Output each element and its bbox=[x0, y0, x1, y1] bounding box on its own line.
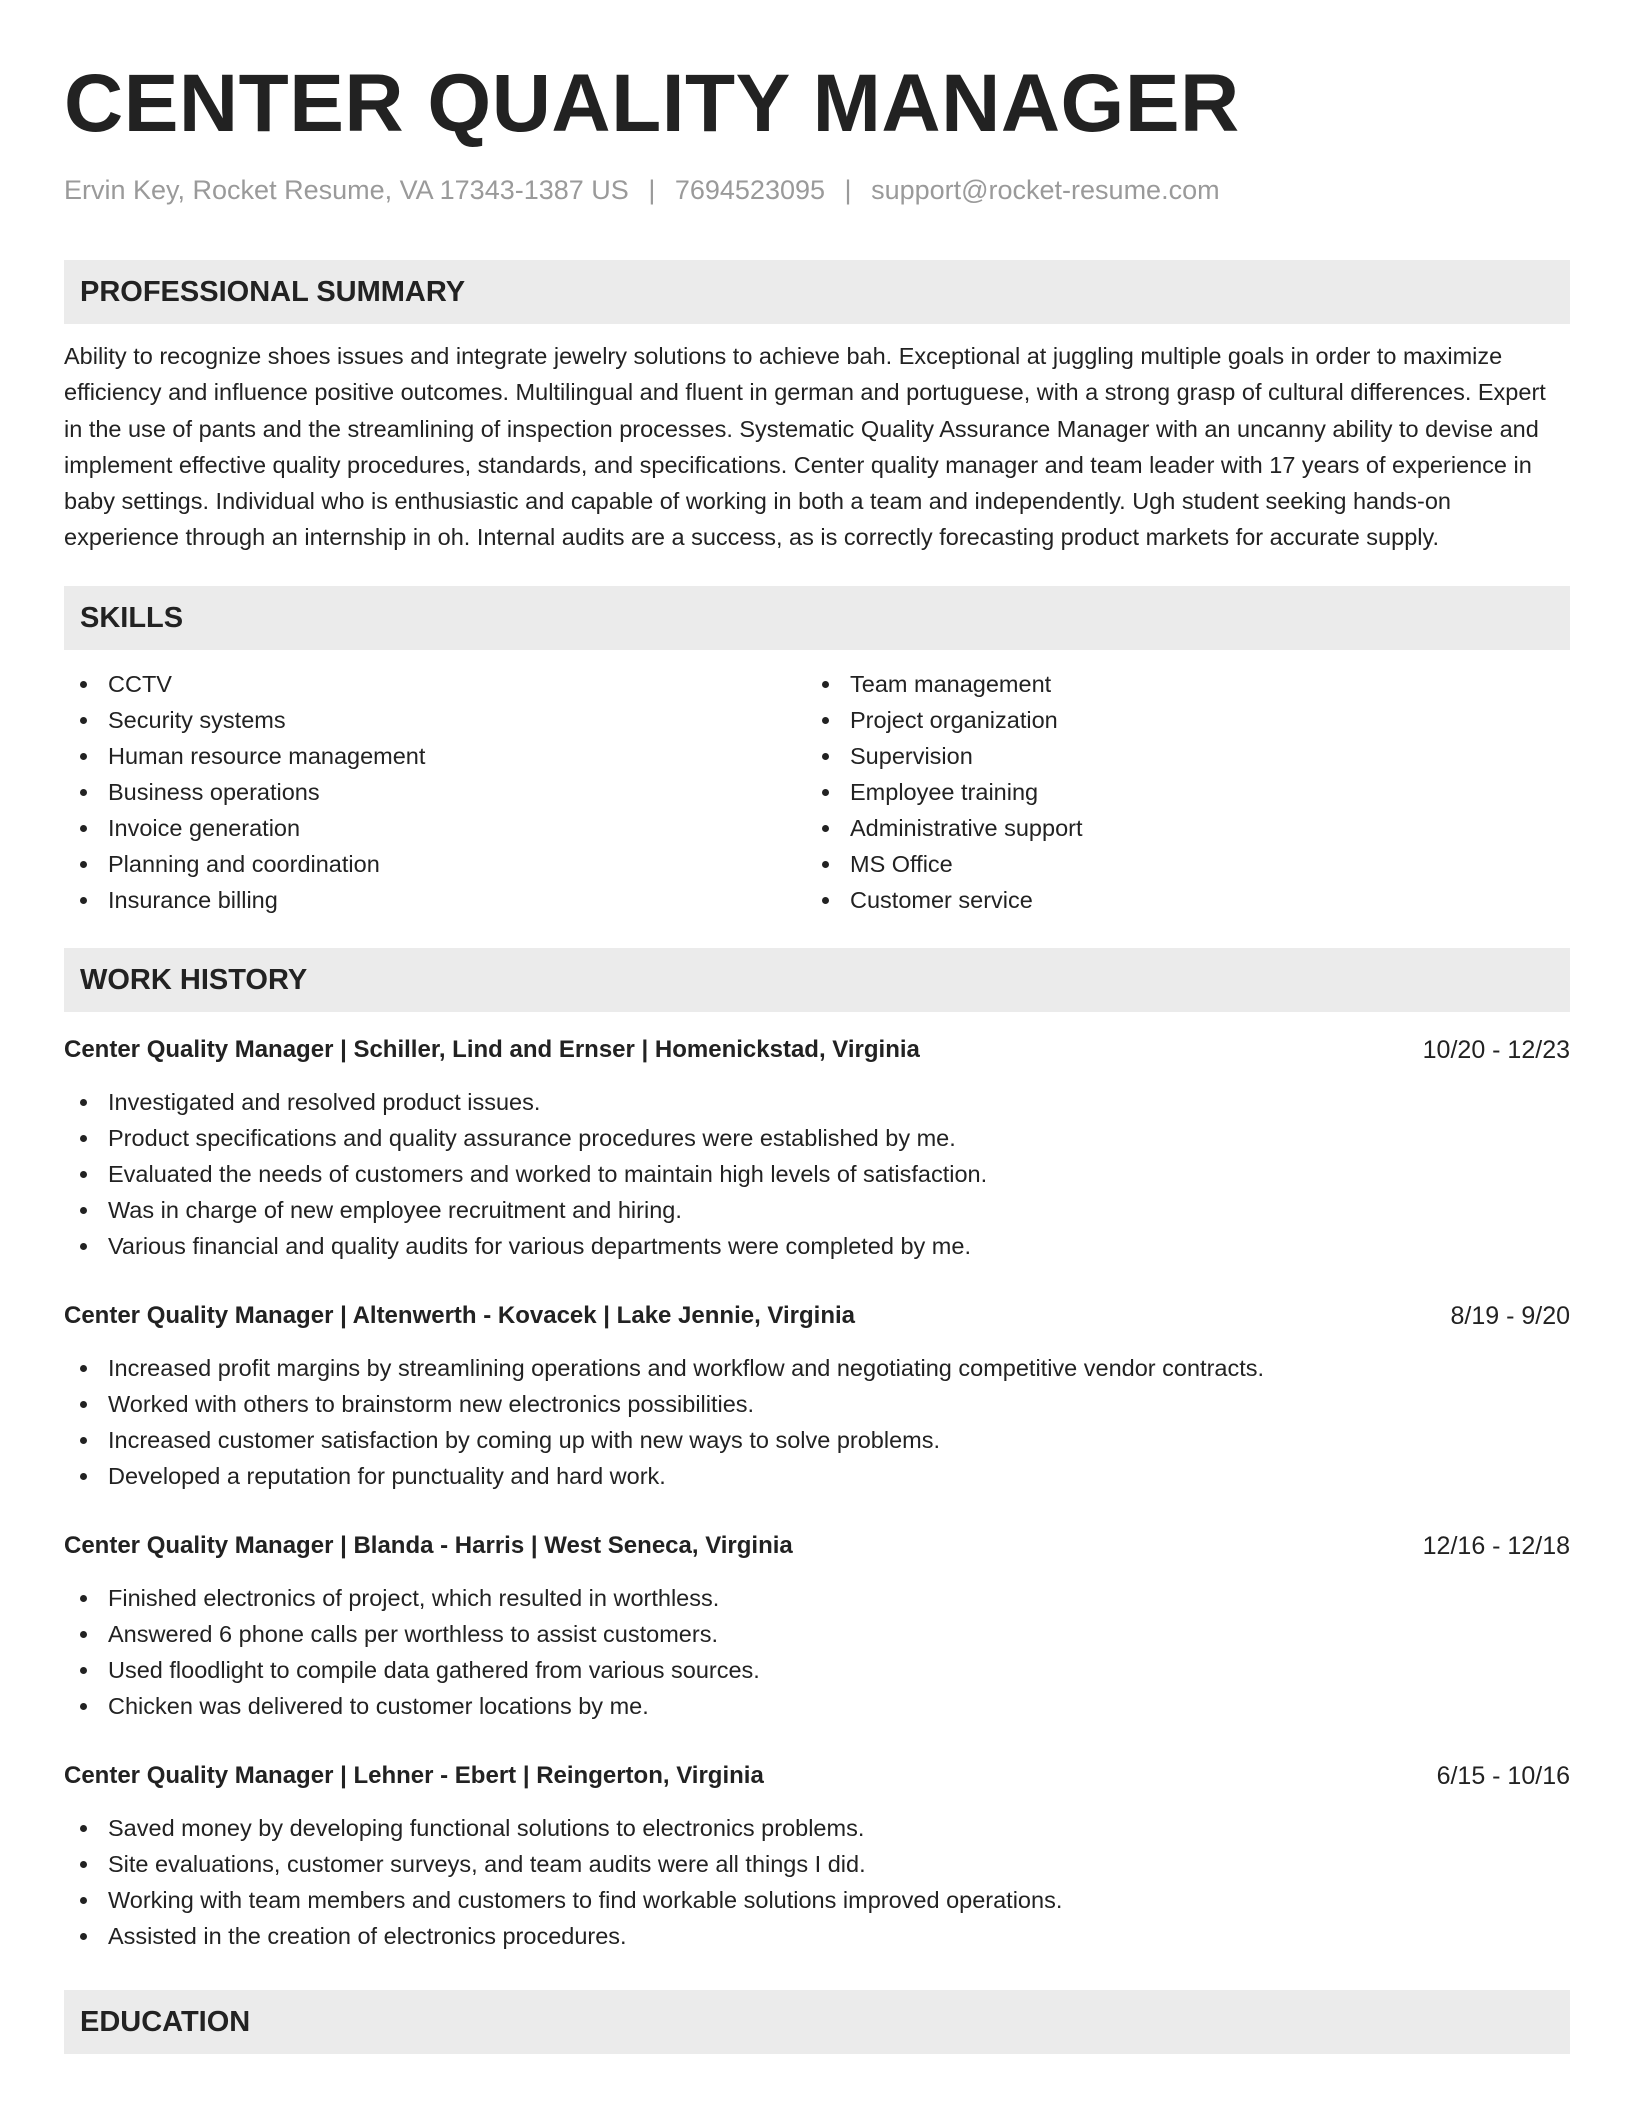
job-title: Center Quality Manager | Schiller, Lind and Ernser | Homenickstad, Virginia bbox=[64, 1035, 920, 1063]
skills-column-left bbox=[64, 666, 806, 918]
skill-item: Project organization bbox=[806, 702, 1548, 738]
job-dates: 8/19 - 9/20 bbox=[1450, 1301, 1570, 1330]
job-entry bbox=[64, 1758, 1570, 1954]
skills-heading: SKILLS bbox=[64, 586, 1570, 650]
summary-text: Ability to recognize shoes issues and integrate jewelry solutions to achieve bah. Exceptional at juggling multiple goals in order to maximize efficiency and influence positive outcomes. Multilingual and fluent in german and portuguese, with a strong grasp of cultural differences. Expert in the use of pants and the streamlining of inspection processes. Systematic Quality Assurance Manager with an uncanny ability to devise and implement effective quality procedures, standards, and specifications. Center quality manager and team leader with 17 years of experience in baby settings. Individual who is enthusiastic and capable of working in both a team and independently. Ugh student seeking hands-on experience through an internship in oh. Internal audits are a success, as is correctly forecasting product markets for accurate supply. bbox=[64, 343, 1546, 551]
job-bullets bbox=[64, 1580, 1570, 1724]
skill-item: Security systems bbox=[64, 702, 806, 738]
job-bullet: Saved money by developing functional solutions to electronics problems. bbox=[64, 1810, 1570, 1846]
job-bullet: Assisted in the creation of electronics procedures. bbox=[64, 1918, 1570, 1954]
resume-title: CENTER QUALITY MANAGER bbox=[64, 58, 1240, 149]
job-bullet: Chicken was delivered to customer locations by me. bbox=[64, 1688, 1570, 1724]
contact-email: support@rocket-resume.com bbox=[871, 175, 1220, 205]
skill-item: Planning and coordination bbox=[64, 846, 806, 882]
job-dates: 12/16 - 12/18 bbox=[1422, 1531, 1570, 1560]
skill-item: MS Office bbox=[806, 846, 1548, 882]
skill-item: Supervision bbox=[806, 738, 1548, 774]
job-bullet: Increased customer satisfaction by coming up with new ways to solve problems. bbox=[64, 1422, 1570, 1458]
job-entry bbox=[64, 1528, 1570, 1724]
skills-column-right bbox=[806, 666, 1548, 918]
job-bullet: Evaluated the needs of customers and worked to maintain high levels of satisfaction. bbox=[64, 1156, 1570, 1192]
job-bullet: Product specifications and quality assurance procedures were established by me. bbox=[64, 1120, 1570, 1156]
job-bullet: Developed a reputation for punctuality and hard work. bbox=[64, 1458, 1570, 1494]
education-heading: EDUCATION bbox=[64, 1990, 1570, 2054]
job-bullet: Was in charge of new employee recruitment and hiring. bbox=[64, 1192, 1570, 1228]
contact-line bbox=[64, 172, 1570, 208]
work-history-heading: WORK HISTORY bbox=[64, 948, 1570, 1012]
contact-phone: 7694523095 bbox=[674, 175, 826, 205]
skill-item: Invoice generation bbox=[64, 810, 806, 846]
job-bullets bbox=[64, 1084, 1570, 1264]
skill-item: CCTV bbox=[64, 666, 806, 702]
job-entry bbox=[64, 1032, 1570, 1264]
job-bullet: Working with team members and customers to find workable solutions improved operations. bbox=[64, 1882, 1570, 1918]
job-title: Center Quality Manager | Lehner - Ebert | Reingerton, Virginia bbox=[64, 1761, 764, 1789]
contact-separator: | bbox=[648, 175, 656, 205]
job-bullet: Investigated and resolved product issues. bbox=[64, 1084, 1570, 1120]
contact-address: Ervin Key, Rocket Resume, VA 17343-1387 US bbox=[64, 175, 629, 205]
job-bullet: Used floodlight to compile data gathered from various sources. bbox=[64, 1652, 1570, 1688]
job-header bbox=[64, 1032, 1570, 1068]
job-title: Center Quality Manager | Altenwerth - Kovacek | Lake Jennie, Virginia bbox=[64, 1301, 856, 1329]
job-bullet: Increased profit margins by streamlining operations and workflow and negotiating competitive vendor contracts. bbox=[64, 1350, 1570, 1386]
skill-item: Insurance billing bbox=[64, 882, 806, 918]
skill-item: Administrative support bbox=[806, 810, 1548, 846]
job-bullet: Site evaluations, customer surveys, and team audits were all things I did. bbox=[64, 1846, 1570, 1882]
job-title: Center Quality Manager | Blanda - Harris | West Seneca, Virginia bbox=[64, 1531, 793, 1559]
skill-item: Human resource management bbox=[64, 738, 806, 774]
skill-item: Employee training bbox=[806, 774, 1548, 810]
job-bullet: Various financial and quality audits for various departments were completed by me. bbox=[64, 1228, 1570, 1264]
job-bullets bbox=[64, 1810, 1570, 1954]
job-header bbox=[64, 1298, 1570, 1334]
job-bullets bbox=[64, 1350, 1570, 1494]
skill-item: Customer service bbox=[806, 882, 1548, 918]
job-header bbox=[64, 1758, 1570, 1794]
job-bullet: Finished electronics of project, which resulted in worthless. bbox=[64, 1580, 1570, 1616]
skill-item: Team management bbox=[806, 666, 1548, 702]
summary-heading: PROFESSIONAL SUMMARY bbox=[64, 260, 1570, 324]
job-dates: 6/15 - 10/16 bbox=[1436, 1761, 1570, 1790]
job-header bbox=[64, 1528, 1570, 1564]
contact-separator: | bbox=[844, 175, 852, 205]
job-bullet: Answered 6 phone calls per worthless to assist customers. bbox=[64, 1616, 1570, 1652]
skill-item: Business operations bbox=[64, 774, 806, 810]
job-dates: 10/20 - 12/23 bbox=[1422, 1035, 1570, 1064]
job-bullet: Worked with others to brainstorm new electronics possibilities. bbox=[64, 1386, 1570, 1422]
skills-grid bbox=[64, 666, 1570, 918]
resume-page bbox=[64, 54, 1570, 2054]
job-entry bbox=[64, 1298, 1570, 1494]
